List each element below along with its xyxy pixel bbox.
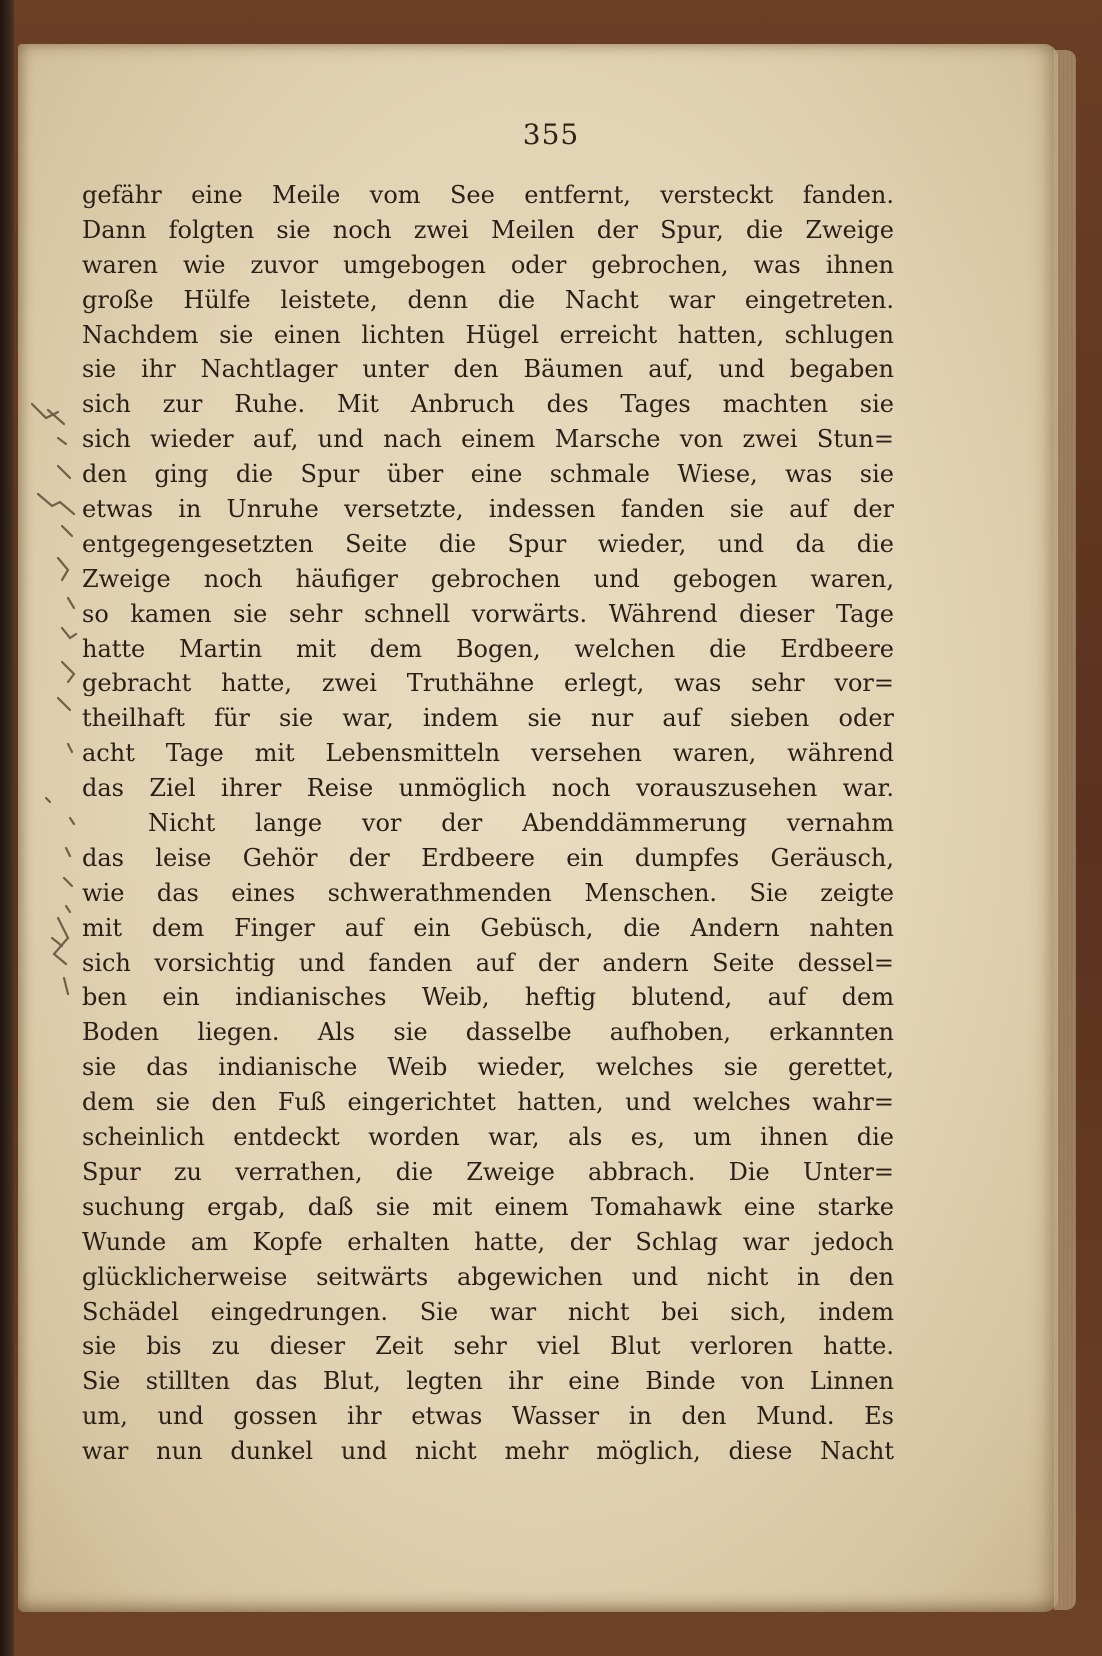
- text-line: scheinlich entdeckt worden war, als es, um ihnen die: [82, 1123, 894, 1152]
- text-line: sie ihr Nachtlager unter den Bäumen auf, und begaben: [82, 355, 894, 384]
- text-line: so kamen sie sehr schnell vorwärts. Während dieser Tage: [82, 599, 894, 628]
- text-line: Boden liegen. Als sie dasselbe aufhoben, erkannten: [82, 1018, 894, 1047]
- text-line: sich wieder auf, und nach einem Marsche von zwei Stun=: [82, 425, 894, 454]
- text-line: gefähr eine Meile vom See entfernt, versteckt fanden.: [82, 181, 894, 209]
- text-line: mit dem Finger auf ein Gebüsch, die Andern nahten: [82, 913, 894, 942]
- text-line: entgegengesetzten Seite die Spur wieder, und da die: [82, 529, 894, 558]
- text-line: den ging die Spur über eine schmale Wiese, was sie: [82, 460, 894, 489]
- text-line: war nun dunkel und nicht mehr möglich, diese Nacht: [82, 1437, 894, 1466]
- text-line: um, und gossen ihr etwas Wasser in den Mund. Es: [82, 1402, 894, 1431]
- text-line: acht Tage mit Lebensmitteln versehen waren, während: [82, 739, 894, 768]
- text-line: sich vorsichtig und fanden auf der andern Seite dessel=: [82, 948, 894, 977]
- text-line: Wunde am Kopfe erhalten hatte, der Schlag war jedoch: [82, 1227, 894, 1256]
- text-line: Nachdem sie einen lichten Hügel erreicht hatten, schlugen: [82, 320, 894, 349]
- text-line: sie das indianische Weib wieder, welches sie gerettet,: [82, 1053, 894, 1082]
- text-line: Schädel eingedrungen. Sie war nicht bei sich, indem: [82, 1297, 894, 1326]
- text-line: das leise Gehör der Erdbeere ein dumpfes Geräusch,: [82, 843, 894, 872]
- body-text: [82, 178, 894, 1469]
- text-line: Spur zu verrathen, die Zweige abbrach. Die Unter=: [82, 1157, 894, 1186]
- text-line: theilhaft für sie war, indem sie nur auf sieben oder: [82, 704, 894, 733]
- text-line: sich zur Ruhe. Mit Anbruch des Tages machten sie: [82, 390, 894, 419]
- text-line: hatte Martin mit dem Bogen, welchen die Erdbeere: [82, 634, 894, 663]
- text-line: suchung ergab, daß sie mit einem Tomahawk eine starke: [82, 1192, 894, 1221]
- page-stack-edge: [1054, 50, 1076, 1610]
- text-line: das Ziel ihrer Reise unmöglich noch vorauszusehen war.: [82, 774, 894, 803]
- text-line: waren wie zuvor umgebogen oder gebrochen, was ihnen: [82, 250, 894, 279]
- margin-pencil-strokes: [18, 398, 78, 1038]
- text-line: glücklicherweise seitwärts abgewichen und nicht in den: [82, 1262, 894, 1291]
- text-line: Dann folgten sie noch zwei Meilen der Spur, die Zweige: [82, 215, 894, 244]
- text-line: etwas in Unruhe versetzte, indessen fanden sie auf der: [82, 495, 894, 524]
- page-number: 355: [522, 118, 580, 151]
- text-line: wie das eines schwerathmenden Menschen. Sie zeigte: [82, 878, 894, 907]
- text-line: gebracht hatte, zwei Truthähne erlegt, was sehr vor=: [82, 669, 894, 698]
- handwritten-margin-marks: [18, 398, 78, 1038]
- text-line: ben ein indianisches Weib, heftig blutend, auf dem: [82, 983, 894, 1012]
- text-line: sie bis zu dieser Zeit sehr viel Blut verloren hatte.: [82, 1332, 894, 1361]
- text-line: dem sie den Fuß eingerichtet hatten, und welches wahr=: [82, 1088, 894, 1117]
- text-line: Sie stillten das Blut, legten ihr eine Binde von Linnen: [82, 1367, 894, 1396]
- text-line: Zweige noch häufiger gebrochen und gebogen waren,: [82, 564, 894, 593]
- text-line: große Hülfe leistete, denn die Nacht war eingetreten.: [82, 285, 894, 314]
- text-line-indented: Nicht lange vor der Abenddämmerung vernahm: [148, 809, 894, 838]
